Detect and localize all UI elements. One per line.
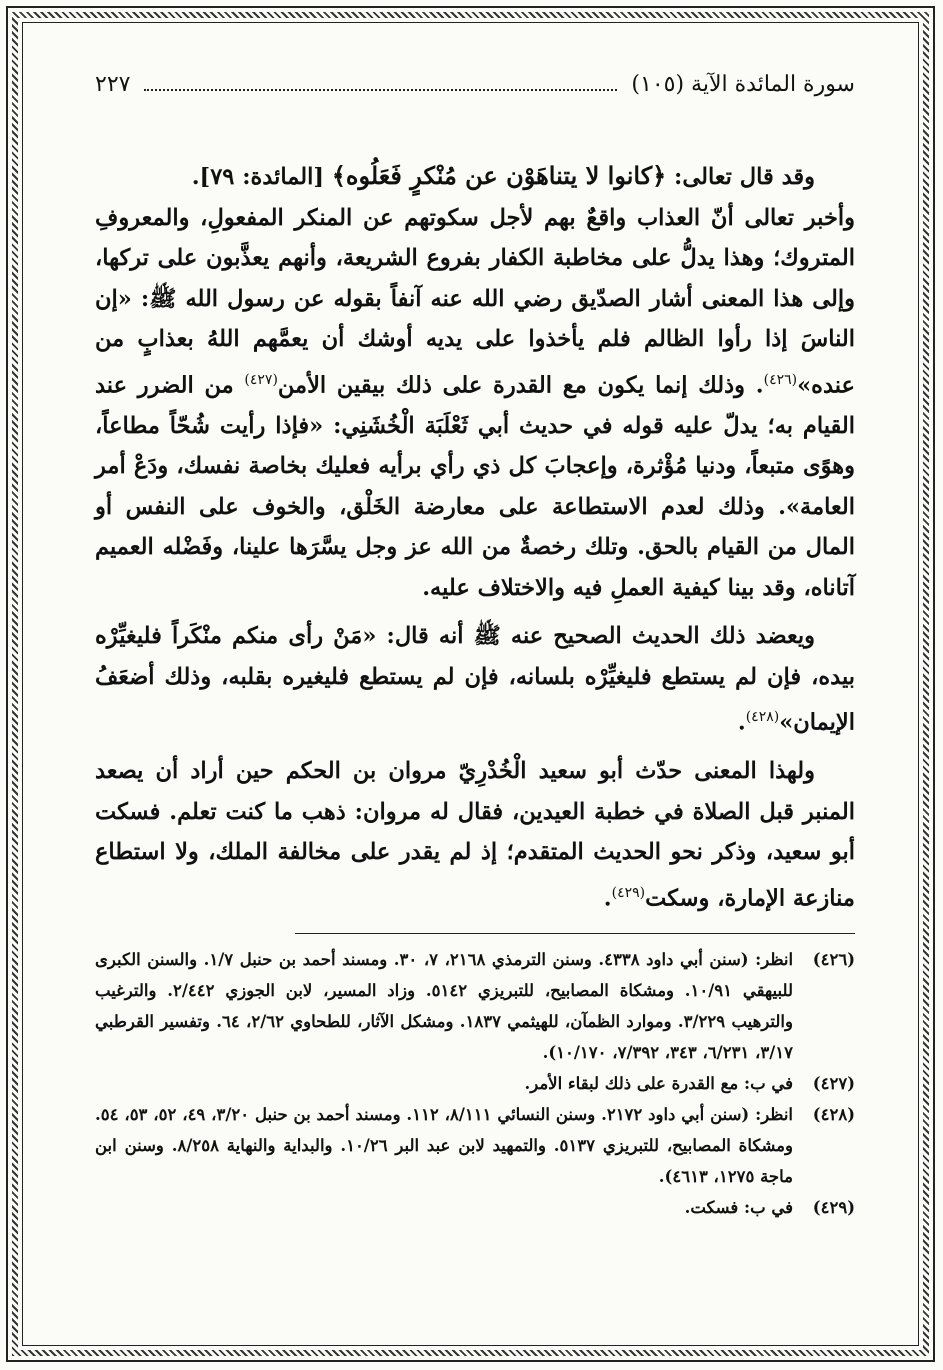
text-run: . وذلك إنما يكون مع القدرة على ذلك بيقين الأمن — [277, 372, 764, 398]
text-run: من الضرر عند القيام به؛ يدلّ عليه قوله في حديث أبي ثَعْلَبَة الْخُشَنِي: «فإذا رأيت شُحّاً مطاعاً، وهوًى متبعاً، ودنيا مُؤْثرة، وإعجابَ كل ذي رأي برأيه فعليك بخاصة نفسك، ودَعْ أمر العامة». وذلك لعدم الاستطاعة على معارضة الخَلْق، والخوف على النفس أو المال من القيام بالحق. وتلك رخصةٌ من الله عز وجل يسَّرَها علينا، وفَضْله العميم آتاناه، وقد بينا كيفية العملِ فيه والاختلاف عليه. — [95, 372, 855, 601]
running-header — [95, 72, 855, 112]
main-text — [95, 156, 855, 919]
paragraph-narration — [95, 751, 855, 919]
footnote-ref: (٤٢٧) — [244, 371, 278, 388]
footnote-text: انظر: (سنن أبي داود ٢١٧٢. وسنن النسائي ٨/١١١، ١١٢. ومسند أحمد بن حنبل ٣/٢٠، ٤٩، ٥٢، ٥٣، ٥٤. ومشكاة المصابيح، للتبريزي ٥١٣٧. والتمهيد لابن عبد البر ١٠/٢٦. والبداية والنهاية ٨/٢٥٨. وسنن ابن ماجة ١٢٧٥، ٤٦١٣). — [95, 1104, 794, 1186]
footnote-text: انظر: (سنن أبي داود ٤٣٣٨. وسنن الترمذي ٢١٦٨، ٧، ٣٠. ومسند أحمد بن حنبل ١/٧. والسنن الكبرى للبيهقي ١٠/٩١. ومشكاة المصابيح، للتبريزي ٥١٤٢. وزاد المسير، لابن الجوزي ٢/٤٤٢. والترغيب والترهيب ٣/٢٢٩. وموارد الظمآن، للهيثمي ١٨٣٧. ومشكل الآثار، للطحاوي ٢/٦٢، ٦٤. وتفسير القرطبي ٣/١٧، ٦/٢٣١، ٣٤٣، ٧/٣٩٢، ١٠/١٧٠). — [95, 949, 794, 1062]
page-number: ٢٢٧ — [95, 72, 131, 97]
paragraph-quote — [95, 156, 855, 198]
paragraph-main — [95, 198, 855, 609]
footnote-text: في ب: فسكت. — [684, 1197, 793, 1217]
footnote-number: (٤٢٦) — [812, 949, 855, 969]
footnote-ref: (٤٢٨) — [745, 709, 780, 725]
footnote-number: (٤٢٩) — [812, 1197, 855, 1217]
text-run: . — [603, 885, 612, 911]
footnote — [95, 1192, 855, 1223]
footnote-text: في ب: مع القدرة على ذلك لبقاء الأمر. — [524, 1073, 793, 1093]
header-leader-dots — [144, 75, 617, 91]
paragraph-hadith — [95, 616, 855, 743]
footnote — [95, 1068, 855, 1099]
footnote — [95, 1099, 855, 1192]
footnote-ref: (٤٢٩) — [611, 884, 646, 901]
text-run: وأخبر تعالى أنّ العذاب واقعٌ بهم لأجل سكوتهم عن المنكر المفعولِ، والمعروفِ المتروك؛ وهذا يدلُّ على مخاطبة الكفار بفروع الشريعة، وأنهم يعذَّبون على تركها، وإلى هذا المعنى أشار الصدّيق رضي الله عنه آنفاً بقوله عن رسول الله ﷺ: «إن الناسَ إذا رأوا الظالم فلم يأخذوا على يديه أوشك أن يعمَّهم اللهُ بعذابٍ من عنده» — [95, 204, 855, 398]
verse-reference: [المائدة: ٧٩]. — [191, 164, 332, 190]
text-run: ولهذا المعنى حدّث أبو سعيد الْخُدْرِيّ مروان بن الحكم حين أراد أن يصعد المنبر قبل الصلاة في خطبة العيدين، فقال له مروان: ذهب ما كنت تعلم. فسكت أبو سعيد، وذكر نحو الحديث المتقدم؛ إذ لم يقدر على مخالفة الملك، ولا استطاع منازعة الإمارة، وسكت — [95, 758, 855, 911]
footnote — [95, 944, 855, 1068]
footnote-separator — [295, 933, 855, 934]
quran-verse: ﴿كانوا لا يتناهَوْن عن مُنْكرٍ فَعَلُوه﴾ — [331, 161, 667, 190]
footnotes — [95, 944, 855, 1223]
text-run: ويعضد ذلك الحديث الصحيح عنه ﷺ أنه قال: «مَنْ رأى منكم منْكَراً فليغيِّرْه بيده، فإن لم يستطع فليغيِّرْه بلسانه، فإن لم يستطع فليغيره بقلبه، وذلك أضعَفُ الإيمان» — [95, 623, 855, 736]
page-content — [95, 72, 855, 1223]
footnote-ref: (٤٢٦) — [763, 371, 798, 388]
text-run: . — [737, 709, 746, 736]
footnote-number: (٤٢٧) — [812, 1073, 855, 1093]
text-run: وقد قال تعالى: — [666, 164, 815, 190]
footnote-number: (٤٢٨) — [812, 1104, 855, 1124]
running-title: سورة المائدة الآية (١٠٥) — [631, 72, 855, 97]
